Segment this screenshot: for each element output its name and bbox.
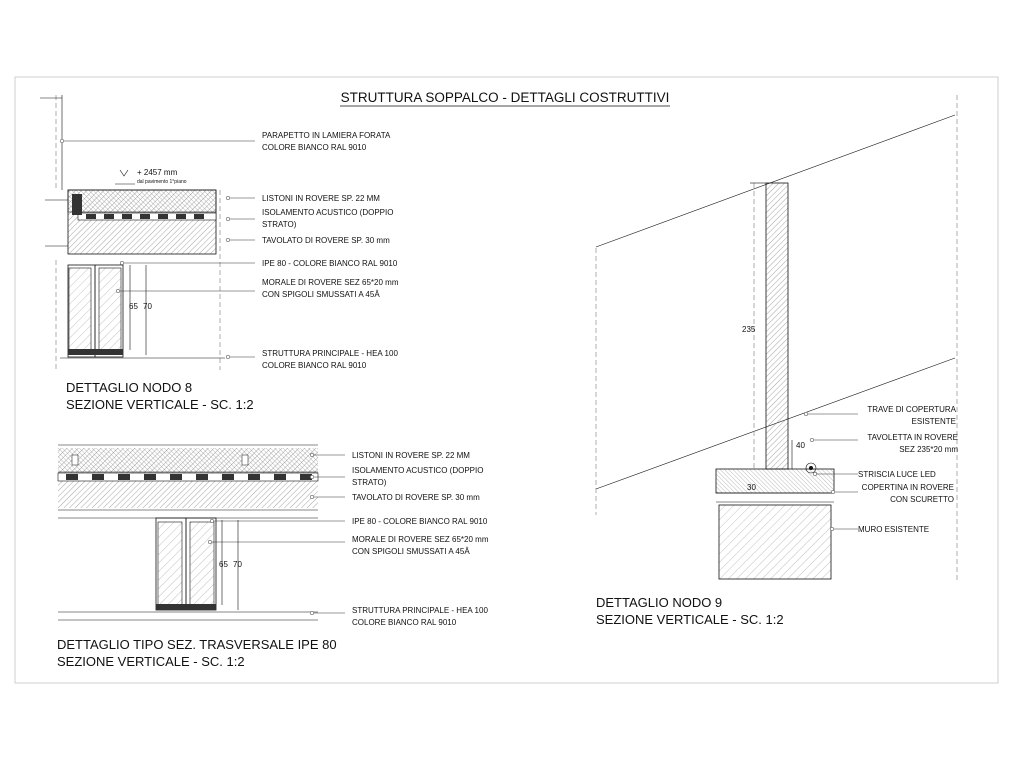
node9-caption-2: SEZIONE VERTICALE - SC. 1:2 <box>596 612 784 627</box>
node8-label-morale-2: CON SPIGOLI SMUSSATI A 45Â <box>262 290 380 299</box>
node8-level-sub: dal pavimento 1°piano <box>137 179 187 185</box>
node8-label-ipe80: IPE 80 - COLORE BIANCO RAL 9010 <box>262 259 398 268</box>
node8-label-parapetto-2: COLORE BIANCO RAL 9010 <box>262 143 367 152</box>
node8-label-tavolato: TAVOLATO DI ROVERE SP. 30 mm <box>262 236 390 245</box>
ipe80-caption: DETTAGLIO TIPO SEZ. TRASVERSALE IPE 80 <box>57 637 337 652</box>
ipe80-label-listoni: LISTONI IN ROVERE SP. 22 MM <box>352 451 470 460</box>
node9-label-led: STRISCIA LUCE LED <box>858 470 936 479</box>
node9-label-trave-2: ESISTENTE <box>911 417 956 426</box>
node8-caption: DETTAGLIO NODO 8 <box>66 380 193 395</box>
node8-dim-70: 70 <box>143 302 152 311</box>
node9-dim-30: 30 <box>747 483 756 492</box>
node9-dim-235: 235 <box>742 325 756 334</box>
node8-level: + 2457 mm <box>137 168 178 177</box>
ipe80-label-isolamento: ISOLAMENTO ACUSTICO (DOPPIO <box>352 466 484 475</box>
ipe80-label-hea100-2: COLORE BIANCO RAL 9010 <box>352 618 457 627</box>
node8-caption-2: SEZIONE VERTICALE - SC. 1:2 <box>66 397 254 412</box>
ipe80-dim-70: 70 <box>233 560 242 569</box>
ipe80-label-morale: MORALE DI ROVERE SEZ 65*20 mm <box>352 535 489 544</box>
ipe80-dim-65: 65 <box>219 560 228 569</box>
node9-dim-40: 40 <box>796 441 805 450</box>
ipe80-label-ipe80: IPE 80 - COLORE BIANCO RAL 9010 <box>352 517 488 526</box>
node8-dim-65: 65 <box>129 302 138 311</box>
node9-label-copertina-2: CON SCURETTO <box>890 495 954 504</box>
ipe80-label-isolamento-2: STRATO) <box>352 478 387 487</box>
node9-label-trave: TRAVE DI COPERTURA <box>867 405 956 414</box>
node9-caption: DETTAGLIO NODO 9 <box>596 595 723 610</box>
detail-ipe80 <box>57 445 489 669</box>
ipe80-label-hea100: STRUTTURA PRINCIPALE - HEA 100 <box>352 606 488 615</box>
node9-label-copertina: COPERTINA IN ROVERE <box>861 483 954 492</box>
node8-label-parapetto: PARAPETTO IN LAMIERA FORATA <box>262 131 391 140</box>
node9-label-muro: MURO ESISTENTE <box>858 525 930 534</box>
detail-node-8 <box>40 95 399 412</box>
node8-label-isolamento: ISOLAMENTO ACUSTICO (DOPPIO <box>262 208 394 217</box>
sheet-title: STRUTTURA SOPPALCO - DETTAGLI COSTRUTTIVI <box>340 90 670 105</box>
node9-label-tavoletta: TAVOLETTA IN ROVERE <box>867 433 958 442</box>
detail-node-9 <box>596 95 958 627</box>
node8-label-isolamento-2: STRATO) <box>262 220 297 229</box>
node8-label-hea100-2: COLORE BIANCO RAL 9010 <box>262 361 367 370</box>
node9-label-tavoletta-2: SEZ 235*20 mm <box>899 445 958 454</box>
node8-label-hea100: STRUTTURA PRINCIPALE - HEA 100 <box>262 349 398 358</box>
ipe80-label-tavolato: TAVOLATO DI ROVERE SP. 30 mm <box>352 493 480 502</box>
ipe80-label-morale-2: CON SPIGOLI SMUSSATI A 45Â <box>352 547 470 556</box>
ipe80-caption-2: SEZIONE VERTICALE - SC. 1:2 <box>57 654 245 669</box>
node8-label-listoni: LISTONI IN ROVERE SP. 22 MM <box>262 194 380 203</box>
node8-label-morale: MORALE DI ROVERE SEZ 65*20 mm <box>262 278 399 287</box>
